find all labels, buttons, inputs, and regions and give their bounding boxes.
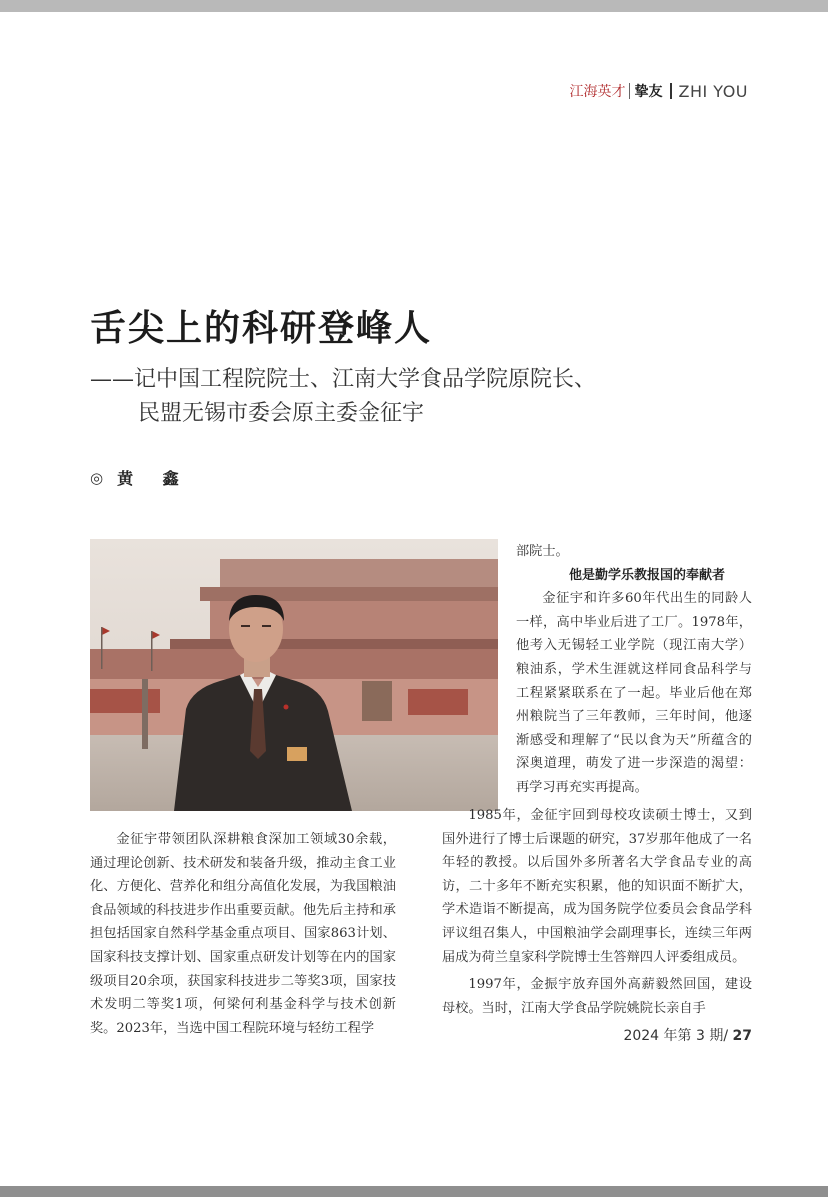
right-column-top bbox=[516, 540, 752, 800]
right-column-bottom bbox=[442, 804, 752, 1020]
intro-text: 金征宇带领团队深耕粮食深加工领域30余载，通过理论创新、技术研发和装备升级，推动主食工业化、方便化、营养化和组分高值化发展，为我国粮油食品领域的科技进步作出重要贡献。他先后主持和承担包括国家自然科学基金重点项目、国家863计划、国家科技支撑计划、国家重点研发计划等在内的国家级项目20余项，获国家科技进步二等奖3项，国家技术发明二等奖1项，何梁何利基金科学与技术创新奖。2023年，当选中国工程院环境与轻纺工程学 bbox=[90, 832, 396, 1036]
header-column-english: ZHI YOU bbox=[678, 81, 748, 101]
header-section-label: 江海英才 bbox=[569, 84, 626, 100]
body-paragraph-2: 1985年，金征宇回到母校攻读硕士博士，又到国外进行了博士后课题的研究，37岁那年他成了一名年轻的教授。以后国外多所著名大学食品专业的高访，二十多年不断充实积累，他的知识面不断扩大，学术造诣不断提高，成为国务院学位委员会食品学科评议组召集人，中国粮油学会副理事长，连续三年两届成为荷兰皇家科学院博士生答辩四人评委组成员。 bbox=[442, 808, 752, 965]
section-heading: 他是勤学乐教报国的奉献者 bbox=[568, 567, 725, 583]
page-footer bbox=[623, 1025, 752, 1045]
author-byline bbox=[90, 466, 191, 489]
body-paragraph-1: 金征宇和许多60年代出生的同龄人一样，高中毕业后进了工厂。1978年，他考入无锡轻工业学院（现江南大学）粮油系，学术生涯就这样同食品科学与工程紧紧联系在了一起。毕业后他在郑州粮院当了三年教师，三年时间，他逐渐感受和理解了“民以食为天”所蕴含的深奥道理，萌发了进一步深造的渴望：再学习再充实再提高。 bbox=[516, 591, 752, 795]
portrait-photo bbox=[90, 539, 498, 811]
scan-top-edge bbox=[0, 0, 828, 12]
article-subtitle-line1: ——记中国工程院院士、江南大学食品学院原院长、 bbox=[90, 367, 597, 392]
scan-bottom-edge bbox=[0, 1186, 828, 1197]
header-column-label: 挚友 bbox=[634, 84, 663, 100]
body-paragraph-3: 1997年，金振宇放弃国外高薪毅然回国，建设母校。当时，江南大学食品学院姚院长亲自手 bbox=[442, 977, 752, 1016]
header-divider bbox=[629, 83, 630, 99]
article-subtitle-line2: 民盟无锡市委会原主委金征宇 bbox=[138, 401, 425, 426]
header-separator-bar bbox=[670, 83, 672, 99]
article-title: 舌尖上的科研登峰人 bbox=[90, 308, 433, 349]
author-name: 黄 鑫 bbox=[117, 469, 191, 488]
page-number: 27 bbox=[732, 1028, 752, 1044]
page-header bbox=[570, 80, 749, 102]
author-mark-icon: ◎ bbox=[90, 468, 104, 487]
issue-label: 2024 年第 3 期/ bbox=[623, 1028, 729, 1044]
continuation-text: 部院士。 bbox=[516, 544, 569, 559]
intro-paragraph bbox=[90, 828, 396, 1040]
